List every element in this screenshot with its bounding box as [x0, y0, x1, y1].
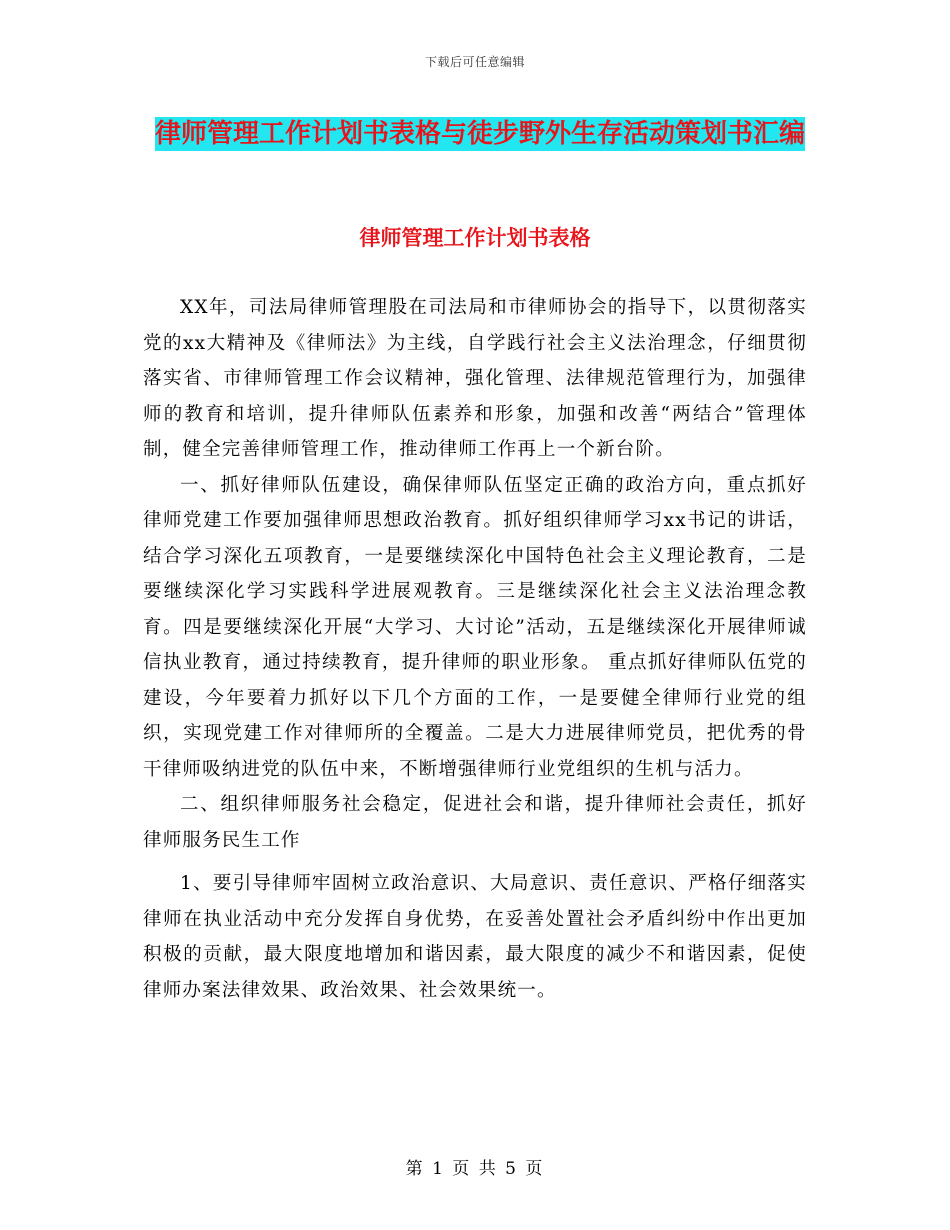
page-footer: 第 1 页 共 5 页	[405, 1159, 545, 1179]
document-title-text: 律师管理工作计划书表格与徒步野外生存活动策划书汇编	[154, 119, 805, 149]
paragraph: 二、组织律师服务社会稳定，促进社会和谐，提升律师社会责任，抓好律师服务民生工作	[143, 794, 807, 851]
document-title	[140, 110, 820, 158]
paragraph: XX年，司法局律师管理股在司法局和市律师协会的指导下，以贯彻落实党的xx大精神及《律师法》为主线，自学践行社会主义法治理念，仔细贯彻落实省、市律师管理工作会议精神，强化管理、法律规范管理行为，加强律师的教育和培训，提升律师队伍素养和形象，加强和改善“两结合”管理体制，健全完善律师管理工作，推动律师工作再上一个新台阶。	[143, 297, 807, 460]
header-note: 下载后可任意编辑	[424, 55, 525, 69]
section-title: 律师管理工作计划书表格	[359, 225, 591, 250]
paragraph: 1、要引导律师牢固树立政治意识、大局意识、责任意识、严格仔细落实律师在执业活动中充分发挥自身优势，在妥善处置社会矛盾纠纷中作出更加积极的贡献，最大限度地增加和谐因素，最大限度的减少不和谐因素，促使律师办案法律效果、政治效果、社会效果统一。	[143, 873, 807, 1001]
document-body	[143, 290, 807, 1008]
paragraph: 一、抓好律师队伍建设，确保律师队伍坚定正确的政治方向，重点抓好律师党建工作要加强律师思想政治教育。抓好组织律师学习xx书记的讲话，结合学习深化五项教育，一是要继续深化中国特色社会主义理论教育，二是要继续深化学习实践科学进展观教育。三是继续深化社会主义法治理念教育。四是要继续深化开展“大学习、大讨论”活动，五是继续深化开展律师诚信执业教育，通过持续教育，提升律师的职业形象。 重点抓好律师队伍党的建设，今年要着力抓好以下几个方面的工作，一是要健全律师行业党的组织，实现党建工作对律师所的全覆盖。二是大力进展律师党员，把优秀的骨干律师吸纳进党的队伍中来，不断增强律师行业党组织的生机与活力。	[143, 474, 807, 780]
